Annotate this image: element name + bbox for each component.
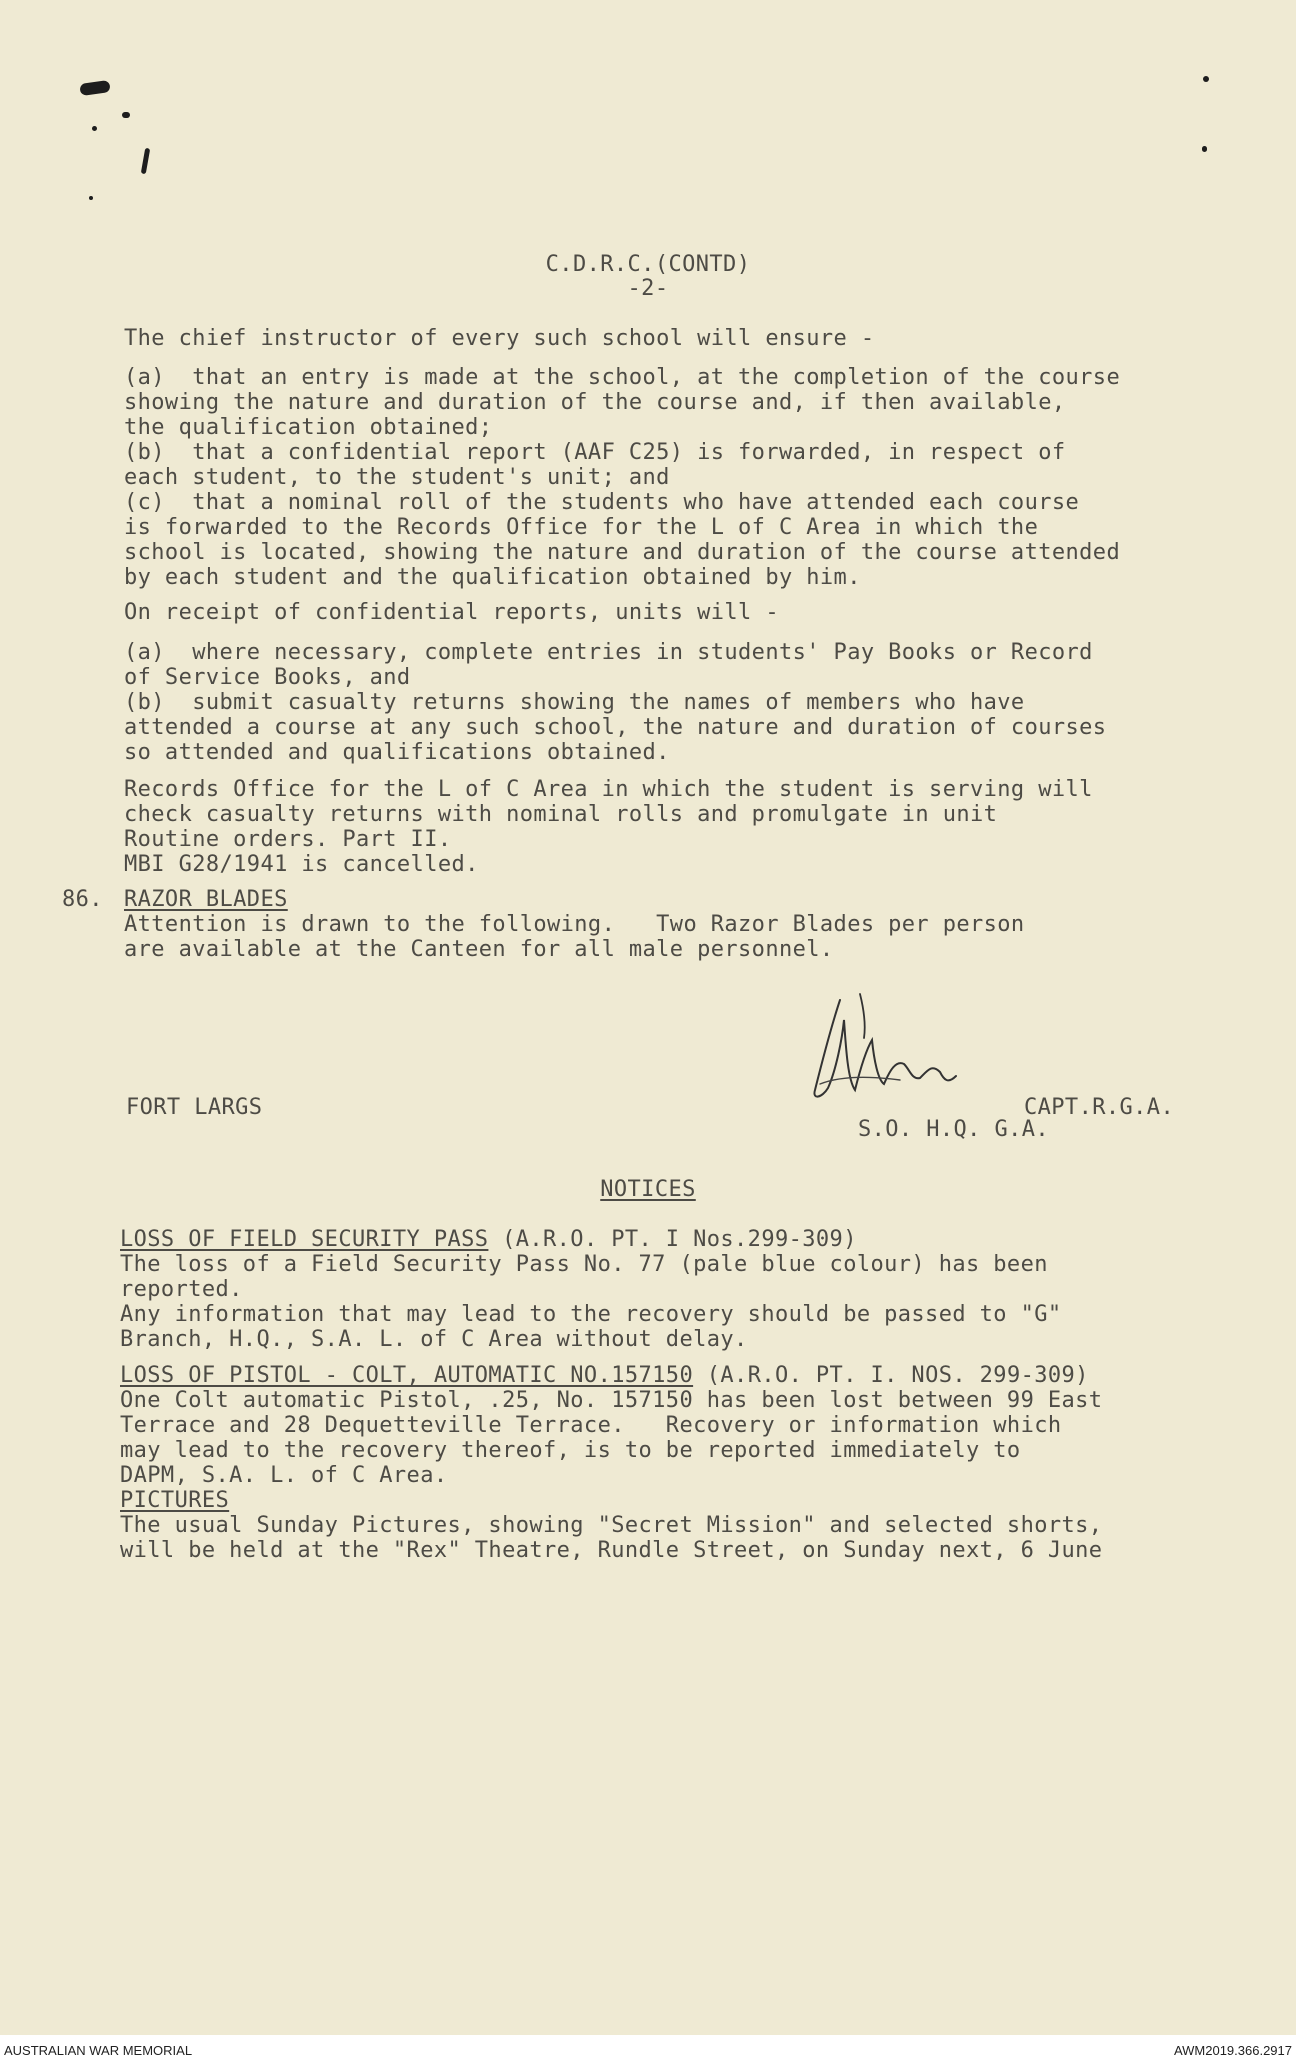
schools-item-c-line: (c) that a nominal roll of the students who have attended each course	[124, 490, 1080, 515]
signoff-rank: CAPT.R.G.A.	[1024, 1095, 1175, 1120]
units-item-a-line: of Service Books, and	[124, 665, 411, 690]
notice-field-pass-line: The loss of a Field Security Pass No. 77 (pale blue colour) has been	[120, 1252, 1048, 1277]
notice-field-pass-line: Branch, H.Q., S.A. L. of C Area without delay.	[120, 1327, 748, 1352]
schools-item-a-line: (a) that an entry is made at the school, at the completion of the course	[124, 365, 1121, 390]
signoff-appointment: S.O. H.Q. G.A.	[858, 1117, 1050, 1142]
units-item-b-line: (b) submit casualty returns showing the names of members who have	[124, 690, 1025, 715]
notices-heading: NOTICES	[600, 1177, 696, 1202]
handwritten-signature	[800, 980, 1020, 1120]
schools-intro: The chief instructor of every such school will ensure -	[124, 326, 875, 351]
notice-pistol-line: One Colt automatic Pistol, .25, No. 157150 has been lost between 99 East	[120, 1388, 1103, 1413]
page-number: -2-	[627, 276, 669, 301]
units-item-a-line: (a) where necessary, complete entries in students' Pay Books or Record	[124, 640, 1093, 665]
item-body-line: are available at the Canteen for all male personnel.	[124, 937, 834, 962]
schools-item-a-line: the qualification obtained;	[124, 415, 493, 440]
notice-pictures-heading: PICTURES	[120, 1488, 230, 1513]
notice-pictures-line: will be held at the "Rex" Theatre, Rundle Street, on Sunday next, 6 June	[120, 1538, 1103, 1563]
units-item-b-line: attended a course at any such school, the nature and duration of courses	[124, 715, 1107, 740]
archive-footer	[0, 2035, 1296, 2061]
records-line: Routine orders. Part II.	[124, 827, 452, 852]
notice-pistol-line: DAPM, S.A. L. of C Area.	[120, 1463, 448, 1488]
item-heading: RAZOR BLADES	[124, 887, 288, 912]
schools-item-c-line: is forwarded to the Records Office for the L of C Area in which the	[124, 515, 1039, 540]
notice-pistol-heading-line	[120, 1363, 1089, 1388]
signoff-place: FORT LARGS	[126, 1095, 263, 1120]
header-title: C.D.R.C.(CONTD)	[545, 252, 751, 277]
units-intro: On receipt of confidential reports, units will -	[124, 600, 779, 625]
notice-field-pass-ref: (A.R.O. PT. I Nos.299-309)	[488, 1227, 857, 1252]
units-item-b-line: so attended and qualifications obtained.	[124, 740, 670, 765]
notice-pistol-line: may lead to the recovery thereof, is to be reported immediately to	[120, 1438, 1021, 1463]
records-line: check casualty returns with nominal rolls and promulgate in unit	[124, 802, 998, 827]
records-line: MBI G28/1941 is cancelled.	[124, 852, 479, 877]
schools-item-b-line: each student, to the student's unit; and	[124, 465, 670, 490]
schools-item-b-line: (b) that a confidential report (AAF C25) is forwarded, in respect of	[124, 440, 1066, 465]
notice-field-pass-line: reported.	[120, 1277, 243, 1302]
notice-pistol-line: Terrace and 28 Dequetteville Terrace. Recovery or information which	[120, 1413, 1062, 1438]
notice-field-pass-heading-line	[120, 1227, 857, 1252]
records-line: Records Office for the L of C Area in which the student is serving will	[124, 777, 1093, 802]
notice-field-pass-heading: LOSS OF FIELD SECURITY PASS	[120, 1227, 489, 1252]
footer-institution: AUSTRALIAN WAR MEMORIAL	[4, 2043, 193, 2058]
schools-item-a-line: showing the nature and duration of the course and, if then available,	[124, 390, 1066, 415]
schools-item-c-line: school is located, showing the nature and duration of the course attended	[124, 540, 1121, 565]
notice-pistol-ref: (A.R.O. PT. I. NOS. 299-309)	[693, 1363, 1089, 1388]
footer-accession-number: AWM2019.366.2917	[1173, 2043, 1292, 2058]
schools-item-c-line: by each student and the qualification obtained by him.	[124, 565, 861, 590]
item-number: 86.	[62, 887, 103, 912]
item-body-line: Attention is drawn to the following. Two Razor Blades per person	[124, 912, 1025, 937]
notice-pistol-heading: LOSS OF PISTOL - COLT, AUTOMATIC NO.157150	[120, 1363, 694, 1388]
notice-pictures-line: The usual Sunday Pictures, showing "Secret Mission" and selected shorts,	[120, 1513, 1103, 1538]
notice-field-pass-line: Any information that may lead to the recovery should be passed to "G"	[120, 1302, 1062, 1327]
